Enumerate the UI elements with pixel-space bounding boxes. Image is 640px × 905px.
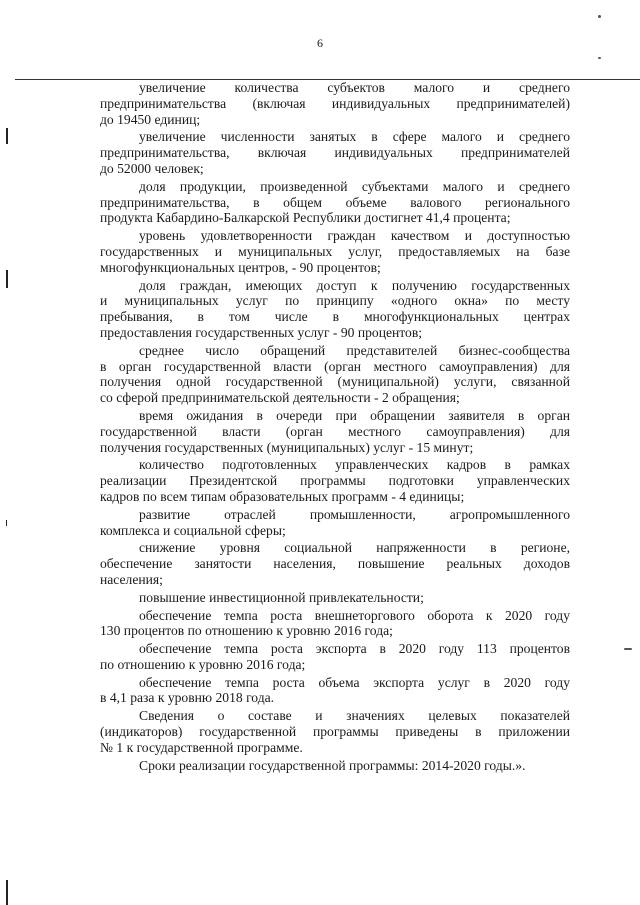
text-line: Сведения о составе и значениях целевых показателей — [139, 708, 570, 724]
text-line: населения; — [100, 571, 163, 587]
text-line: доля продукции, произведенной субъектами малого и среднего — [139, 178, 570, 194]
paragraph-p4 — [100, 228, 570, 275]
text-line: кадров по всем типам образовательных программ - 4 единицы; — [100, 488, 465, 504]
document-body — [100, 80, 570, 775]
paragraph-p11 — [100, 590, 570, 606]
text-line: реализации Президентской программы подготовки управленческих — [100, 473, 570, 489]
paragraph-p1 — [100, 80, 570, 127]
paragraph-p10 — [100, 540, 570, 587]
paragraph-p6 — [100, 343, 570, 406]
paragraph-p8 — [100, 457, 570, 504]
scan-mark — [6, 128, 8, 144]
text-line: обеспечение темпа роста экспорта в 2020 году 113 процентов — [139, 641, 570, 657]
text-line: Сроки реализации государственной программы: 2014-2020 годы.». — [139, 757, 526, 773]
text-line: государственной власти (орган местного самоуправления) для — [100, 423, 570, 439]
paragraph-p15 — [100, 708, 570, 755]
text-line: многофункциональных центров, - 90 процентов; — [100, 259, 381, 275]
text-line: развитие отраслей промышленности, агропромышленного — [139, 506, 570, 522]
text-line: предпринимательства, в общем объеме валового регионального — [100, 194, 570, 210]
text-line: обеспечение занятости населения, повышение реальных доходов — [100, 556, 570, 572]
text-line: по отношению к уровню 2016 года; — [100, 656, 306, 672]
paragraph-p9 — [100, 507, 570, 539]
scan-mark — [6, 270, 8, 288]
text-line: количество подготовленных управленческих кадров в рамках — [139, 457, 570, 473]
text-line: в 4,1 раза к уровню 2018 года. — [100, 690, 275, 706]
text-line: в орган государственной власти (орган местного самоуправления) для — [100, 358, 570, 374]
text-line: со сферой предпринимательской деятельности - 2 обращения; — [100, 390, 460, 406]
text-line: и муниципальных услуг по принципу «одного окна» по месту — [100, 293, 570, 309]
text-line: доля граждан, имеющих доступ к получению государственных — [139, 277, 570, 293]
text-line: предпринимательства (включая индивидуальных предпринимателей) — [100, 95, 570, 111]
text-line: увеличение численности занятых в сфере малого и среднего — [139, 129, 570, 145]
text-line: 130 процентов по отношению к уровню 2016 года; — [100, 623, 393, 639]
scan-dot — [598, 57, 601, 59]
text-line: обеспечение темпа роста объема экспорта услуг в 2020 году — [139, 674, 570, 690]
text-line: предпринимательства, включая индивидуальных предпринимателей — [100, 145, 570, 161]
paragraph-p5 — [100, 278, 570, 341]
text-line: № 1 к государственной программе. — [100, 739, 303, 755]
paragraph-p7 — [100, 408, 570, 455]
text-line: предоставления государственных услуг - 90 процентов; — [100, 324, 423, 340]
text-line: получения одной государственной (муниципальной) услуги, связанной — [100, 374, 570, 390]
paragraph-p16 — [100, 758, 570, 774]
text-line: получения государственных (муниципальных) услуг - 15 минут; — [100, 439, 474, 455]
text-line: повышение инвестиционной привлекательности; — [139, 589, 424, 605]
text-line: государственных и муниципальных услуг, предоставляемых на базе — [100, 243, 570, 259]
paragraph-p12 — [100, 608, 570, 640]
text-line: пребывания, в том числе в многофункциональных центрах — [100, 309, 570, 325]
paragraph-p3 — [100, 179, 570, 226]
paragraph-p13 — [100, 641, 570, 673]
text-line: снижение уровня социальной напряженности в регионе, — [139, 540, 570, 556]
text-line: (индикаторов) государственной программы приведены в приложении — [100, 724, 570, 740]
text-line: среднее число обращений представителей бизнес-сообщества — [139, 342, 570, 358]
page-number: 6 — [317, 36, 323, 50]
scan-mark — [6, 520, 7, 526]
paragraph-p2 — [100, 129, 570, 176]
text-line: комплекса и социальной сферы; — [100, 522, 286, 538]
scan-mark — [6, 880, 8, 905]
text-line: уровень удовлетворенности граждан качеством и доступностью — [139, 228, 570, 244]
scan-dot — [624, 648, 632, 650]
text-line: продукта Кабардино-Балкарской Республики достигнет 41,4 процента; — [100, 210, 511, 226]
text-line: обеспечение темпа роста внешнеторгового оборота к 2020 году — [139, 607, 570, 623]
paragraph-p14 — [100, 675, 570, 707]
scan-dot — [598, 15, 601, 18]
text-line: увеличение количества субъектов малого и среднего — [139, 80, 570, 95]
text-line: до 52000 человек; — [100, 160, 204, 176]
text-line: до 19450 единиц; — [100, 111, 201, 127]
text-line: время ожидания в очереди при обращении заявителя в орган — [139, 407, 570, 423]
